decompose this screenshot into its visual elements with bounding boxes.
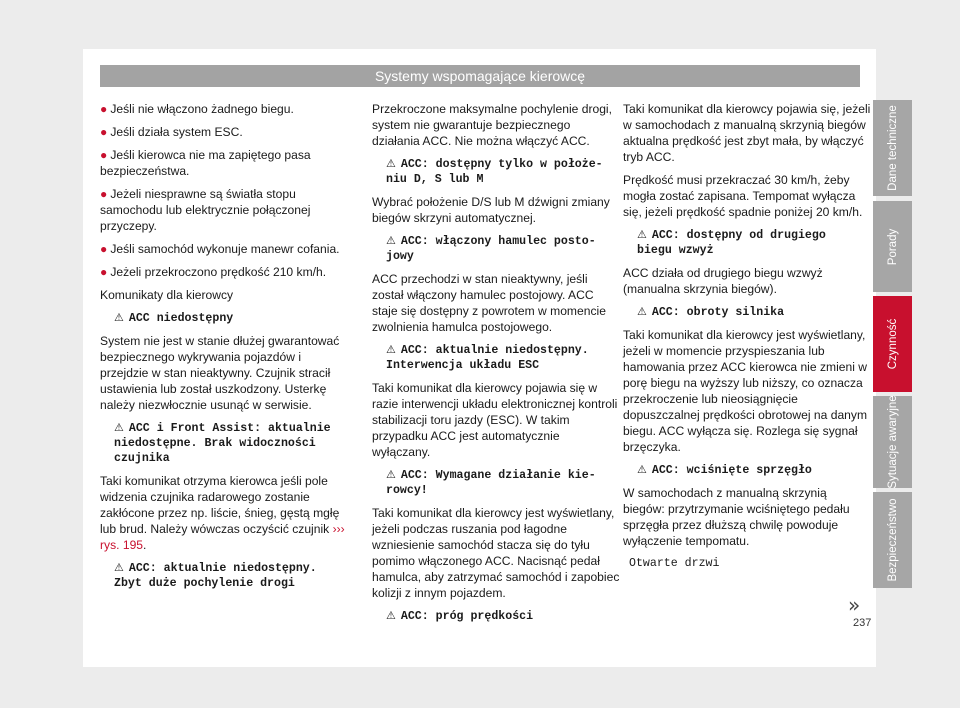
message-title: ⚠ ACC: Wymagane działanie kie- rowcy! [386, 468, 596, 497]
car-warning-icon: ⚠ [637, 305, 647, 318]
list-item: ● Jeżeli niesprawne są światła stopu samochodu lub elektrycznie połączonej przyczepy. [100, 187, 311, 233]
message-title: ⚠ ACC: włączony hamulec posto- jowy [386, 234, 596, 263]
list-item: ● Jeśli samochód wykonuje manewr cofania. [100, 242, 340, 256]
list-item: ● Jeśli kierowca nie ma zapiętego pasa bezpieczeństwa. [100, 148, 311, 178]
message-description: ACC działa od drugiego biegu wzwyż (manualna skrzynia biegów). [623, 266, 823, 296]
list-item: ● Jeśli nie włączono żadnego biegu. [100, 102, 294, 116]
message-title: ⚠ ACC: aktualnie niedostępny. Interwencja układu ESC [386, 343, 589, 372]
car-warning-icon: ⚠ [386, 468, 396, 481]
message-title: ⚠ ACC: obroty silnika [637, 305, 785, 319]
message-description: Taki komunikat dla kierowcy pojawia się, jeżeli w samochodach z manualną skrzynią biegów aktualna prędkość jest zbyt mała, by włączyć tryb ACC. [623, 102, 871, 164]
bullet-dot-icon: ● [100, 102, 108, 116]
bullet-dot-icon: ● [100, 187, 108, 201]
message-description: System nie jest w stanie dłużej gwarantować bezpiecznego wykrywania pojazdów i przejdzie w stan nieaktywny. Czujnik stracił ustawienia lub został uszkodzony. Usterkę należy niezwłocznie usunąć w serwisie. [100, 334, 340, 412]
car-warning-icon: ⚠ [637, 228, 647, 241]
message-description: W samochodach z manualną skrzynią biegów: przytrzymanie wciśniętego pedału sprzęgła przez dłuższą chwilę powoduje wyłączenie tempomatu. [623, 486, 850, 548]
page-header: Systemy wspomagające kierowcę [100, 65, 860, 87]
section-heading: Komunikaty dla kierowcy [100, 288, 234, 302]
message-description: Taki komunikat dla kierowcy jest wyświetlany, jeżeli podczas ruszania pod łagodne wzniesienie samochód stacza się do tyłu pomimo włączonego ACC. Nacisnąć pedał hamulca, aby zatrzymać samochód i zapobiec kolizji z innym pojazdem. [372, 506, 620, 600]
double-chevron-icon: » [848, 593, 861, 617]
message-title: ⚠ ACC: wciśnięte sprzęgło [637, 463, 812, 477]
message-title: ⚠ ACC i Front Assist: aktualnie niedostępne. Brak widoczności czujnika [114, 421, 331, 465]
bullet-dot-icon: ● [100, 242, 108, 256]
message-description: Taki komunikat dla kierowcy jest wyświetlany, jeżeli w momencie przyspieszania lub hamowania przez ACC kierowca nie zmieni w porę biegu na wyższy lub niższy, co oznacza przekroczenie lub nieosiągnięcie dopuszczalnej prędkości obrotowej na danym biegu. ACC wyłącza się. Rozlega się sygnał brzęczyka. [623, 328, 868, 454]
message-description: ACC przechodzi w stan nieaktywny, jeśli został włączony hamulec postojowy. ACC staje się dostępny z powrotem w momencie zwolnienia hamulca postojowego. [372, 272, 606, 334]
message-title: ⚠ ACC: próg prędkości [386, 609, 534, 623]
car-warning-icon: ⚠ [114, 311, 124, 324]
car-warning-icon: ⚠ [386, 157, 396, 170]
bullet-dot-icon: ● [100, 265, 108, 279]
bullet-dot-icon: ● [100, 125, 108, 139]
car-warning-icon: ⚠ [386, 234, 396, 247]
message-title: ⚠ ACC: dostępny tylko w położe- niu D, S lub M [386, 157, 603, 186]
car-warning-icon: ⚠ [637, 463, 647, 476]
car-warning-icon: ⚠ [114, 561, 124, 574]
message-description: Taki komunikat dla kierowcy pojawia się w razie interwencji układu elektronicznej kontroli stabilizacji toru jazdy (ESC). W takim przypadku ACC jest automatycznie wyłączany. [372, 381, 618, 459]
column-3 [623, 101, 871, 578]
list-item: ● Jeżeli przekroczono prędkość 210 km/h. [100, 265, 327, 279]
bullet-dot-icon: ● [100, 148, 108, 162]
message-title: ⚠ ACC: dostępny od drugiego biegu wzwyż [637, 228, 826, 257]
message-title: Otwarte drzwi [629, 557, 720, 570]
message-description: Wybrać położenie D/S lub M dźwigni zmiany biegów skrzyni automatycznej. [372, 195, 610, 225]
tab-dane-techniczne[interactable]: Dane techniczne [873, 100, 912, 196]
page-number: 237 [853, 617, 872, 629]
car-warning-icon: ⚠ [114, 421, 124, 434]
tab-porady[interactable]: Porady [873, 201, 912, 292]
message-description: Prędkość musi przekraczać 30 km/h, żeby mogła zostać zapisana. Tempomat wyłącza się, jeżeli prędkość spadnie poniżej 20 km/h. [623, 173, 863, 219]
list-item: ● Jeśli działa system ESC. [100, 125, 243, 139]
tab-sytuacje-awaryjne[interactable]: Sytuacje awaryjne [873, 396, 912, 488]
car-warning-icon: ⚠ [386, 343, 396, 356]
tab-czynnosc[interactable]: Czynność [873, 296, 912, 392]
tab-bezpieczenstwo[interactable]: Bezpieczeństwo [873, 492, 912, 588]
message-description: Taki komunikat otrzyma kierowca jeśli pole widzenia czujnika radarowego zostanie zakłócone przez np. liście, śnieg, gęstą mgłę lub brud. Należy wówczas oczyścić czujnik ››› rys. 195. [100, 474, 345, 552]
column-2 [372, 101, 620, 631]
figure-reference-link[interactable]: ››› rys. 195 [100, 522, 345, 552]
column-1 [100, 101, 348, 598]
message-title: ⚠ ACC niedostępny [114, 311, 234, 325]
manual-page [83, 49, 876, 667]
message-title: ⚠ ACC: aktualnie niedostępny. Zbyt duże pochylenie drogi [114, 561, 317, 590]
message-description: Przekroczone maksymalne pochylenie drogi, system nie gwarantuje bezpiecznego działania ACC. Nie można włączyć ACC. [372, 102, 612, 148]
car-warning-icon: ⚠ [386, 609, 396, 622]
